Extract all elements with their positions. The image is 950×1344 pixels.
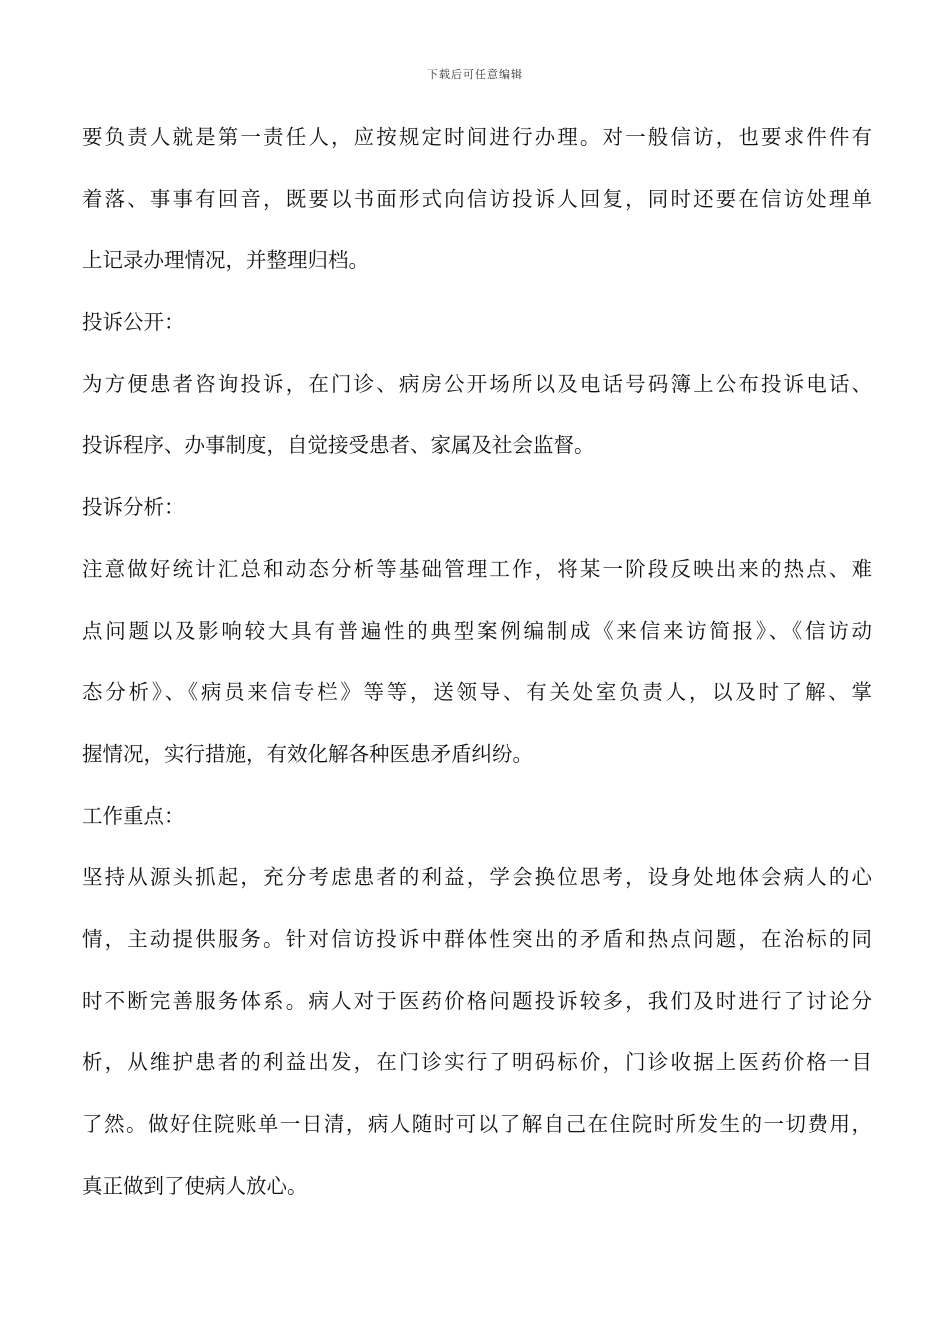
section-heading-complaint-analysis: 投诉分析： [82,495,185,520]
section-heading-complaint-openness: 投诉公开： [82,310,185,335]
section-heading-work-focus: 工作重点： [82,803,185,828]
page-header: 下载后可任意编辑 [427,68,523,81]
text-line: 要负责人就是第一责任人，应按规定时间进行办理。对一般信访，也要求件件有 [82,125,872,149]
text-line: 坚持从源头抓起，充分考虑患者的利益，学会换位思考，设身处地体会病人的心 [82,865,872,890]
text-line: 态分析》、《病员来信专栏》等等，送领导、有关处室负责人，以及时了解、掌 [82,680,872,705]
text-line: 握情况，实行措施，有效化解各种医患矛盾纠纷。 [82,741,533,766]
text-line: 点问题以及影响较大具有普遍性的典型案例编制成《来信来访简报》、《信访动 [82,618,872,643]
document-body [82,114,872,1224]
text-line: 上记录办理情况，并整理归档。 [82,248,369,273]
text-line: 投诉程序、办事制度，自觉接受患者、家属及社会监督。 [82,433,595,458]
text-line: 真正做到了使病人放心。 [82,1173,308,1198]
text-line: 时不断完善服务体系。病人对于医药价格问题投诉较多，我们及时进行了讨论分 [82,988,872,1013]
text-line: 情，主动提供服务。针对信访投诉中群体性突出的矛盾和热点问题，在治标的同 [82,926,872,951]
text-line: 注意做好统计汇总和动态分析等基础管理工作，将某一阶段反映出来的热点、难 [82,556,872,581]
text-line: 着落、事事有回音，既要以书面形式向信访投诉人回复，同时还要在信访处理单 [82,186,872,211]
text-line: 析，从维护患者的利益出发，在门诊实行了明码标价，门诊收据上医药价格一目 [82,1050,872,1075]
text-line: 了然。做好住院账单一日清，病人随时可以了解自己在住院时所发生的一切费用， [82,1112,872,1136]
text-line: 为方便患者咨询投诉，在门诊、病房公开场所以及电话号码簿上公布投诉电话、 [82,371,872,396]
